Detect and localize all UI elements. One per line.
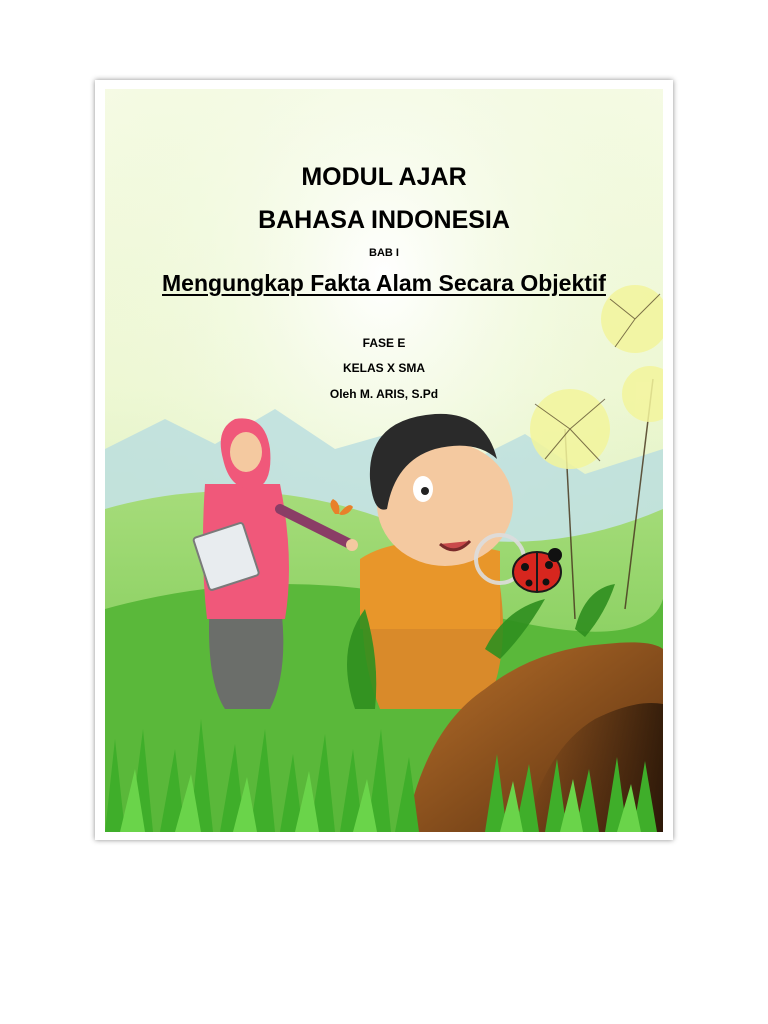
class-label: KELAS X SMA <box>342 361 425 375</box>
cover-page <box>95 80 673 840</box>
nature-scene-illustration <box>105 89 663 832</box>
chapter-label: BAB I <box>369 247 399 259</box>
cover-illustration <box>105 89 663 832</box>
chapter-subtitle: Mengungkap Fakta Alam Secara Objektif <box>162 270 606 296</box>
title-line-2: BAHASA INDONESIA <box>258 206 510 234</box>
author-label: Oleh M. ARIS, S.Pd <box>329 387 439 401</box>
phase-label: FASE E <box>362 336 406 350</box>
title-line-1: MODUL AJAR <box>301 163 467 191</box>
